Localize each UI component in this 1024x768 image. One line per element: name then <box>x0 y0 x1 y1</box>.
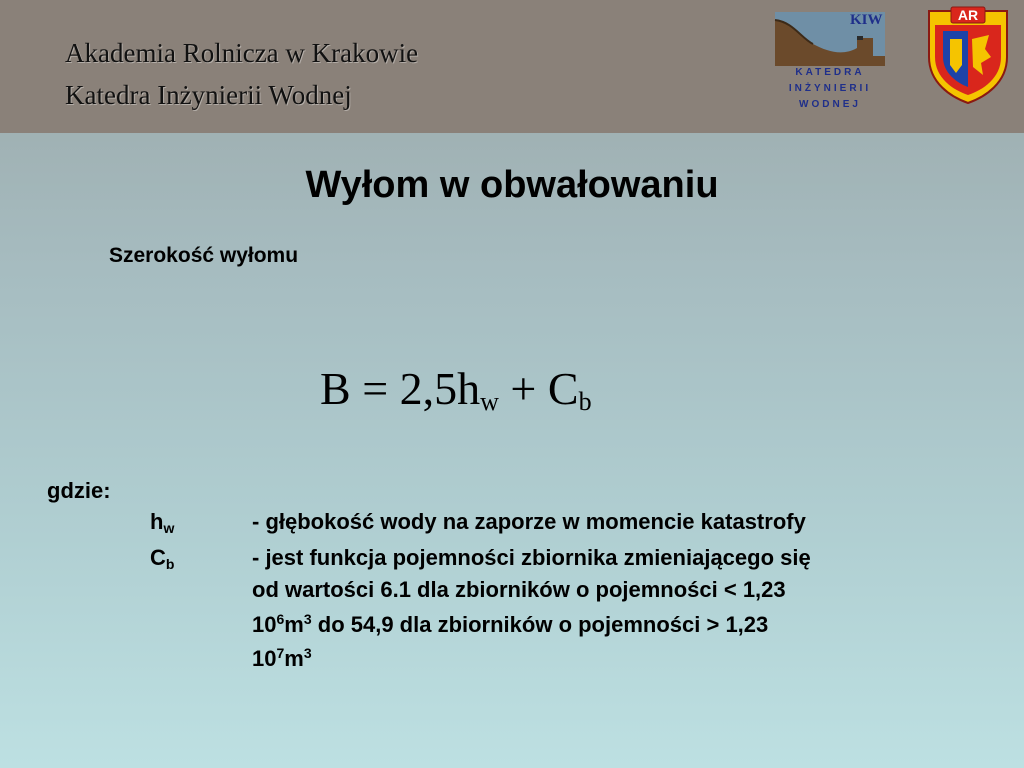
unit-letter: m <box>284 646 304 671</box>
definition-text-cb-line1: - jest funkcja pojemności zbiornika zmieniającego się <box>252 545 811 570</box>
definition-text-cb-line4 <box>252 646 312 672</box>
slide-header <box>0 0 1024 133</box>
formula-coefficient: 2,5h <box>399 363 481 414</box>
kiw-caption-line3: WODNEJ <box>799 99 861 110</box>
kiw-logo-mark: KIW <box>850 12 883 28</box>
definition-continuation: do 54,9 dla zbiorników o pojemności > 1,23 <box>311 612 769 637</box>
formula-equals: = <box>350 363 400 414</box>
formula-plus: + <box>498 363 548 414</box>
slide-subtitle: Szerokość wyłomu <box>109 244 299 267</box>
unit-exponent: 3 <box>303 611 312 627</box>
definition-symbol-cb <box>150 545 174 572</box>
department-name: Katedra Inżynierii Wodnej <box>65 80 352 110</box>
unit-letter: m <box>284 612 304 637</box>
definition-symbol-hw <box>150 509 174 536</box>
formula-lhs: B <box>320 363 351 414</box>
ar-shield-logo <box>923 5 1013 105</box>
unit-exponent: 3 <box>303 645 312 661</box>
breach-width-formula <box>320 362 592 417</box>
university-name: Akademia Rolnicza w Krakowie <box>65 38 419 68</box>
formula-term-subscript: b <box>578 387 592 416</box>
kiw-caption-line1: KATEDRA <box>795 67 865 78</box>
power-exponent: 6 <box>276 611 285 627</box>
definition-text-cb-line3 <box>252 612 768 638</box>
symbol-subscript: b <box>165 556 175 572</box>
definition-text-hw: - głębokość wody na zaporze w momencie katastrofy <box>252 509 806 534</box>
power-exponent: 7 <box>276 645 285 661</box>
symbol-subscript: w <box>163 520 175 536</box>
formula-coefficient-subscript: w <box>480 387 499 416</box>
power-base: 10 <box>252 646 277 671</box>
power-base: 10 <box>252 612 277 637</box>
definition-text-cb-line2: od wartości 6.1 dla zbiorników o pojemności < 1,23 <box>252 577 786 602</box>
where-label: gdzie: <box>47 478 111 503</box>
symbol-letter: h <box>150 509 164 534</box>
slide-title: Wyłom w obwałowaniu <box>305 164 719 206</box>
ar-logo-mark: AR <box>957 7 979 23</box>
symbol-letter: C <box>150 545 166 570</box>
formula-term: C <box>547 363 579 414</box>
kiw-caption-line2: INŻYNIERII <box>788 83 872 94</box>
